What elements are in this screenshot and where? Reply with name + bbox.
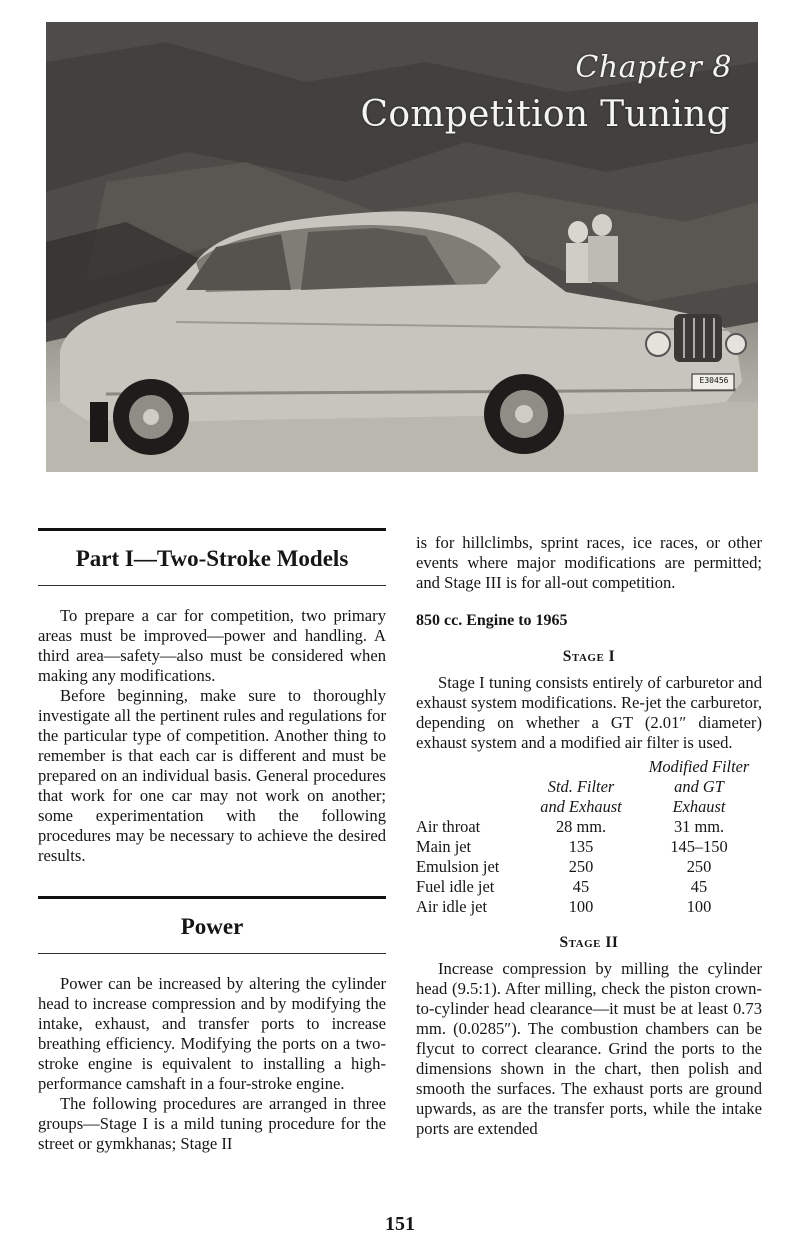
row-label: Main jet [416, 837, 472, 856]
table-row [416, 817, 762, 837]
mod-value: 31 mm. [673, 817, 725, 836]
chapter-number: Chapter 8 [575, 50, 732, 85]
jet-spec-table [416, 757, 762, 917]
power-heading: Power [180, 914, 244, 939]
mod-value: 145–150 [670, 837, 728, 856]
page-number: 151 [385, 1213, 415, 1235]
continued-paragraph: is for hillclimbs, sprint races, ice races, or other events where major modifications are permitted; and Stage III is for all-out competition. [416, 533, 762, 592]
row-label: Air throat [416, 817, 481, 836]
left-column [38, 528, 386, 1154]
table-row [416, 857, 762, 877]
mod-value: 100 [686, 897, 712, 916]
row-label: Emulsion jet [416, 857, 500, 876]
std-value: 45 [572, 877, 590, 896]
right-column [416, 533, 762, 1139]
mod-value: 250 [686, 857, 712, 876]
table-row [416, 897, 762, 917]
intro-paragraph: Before beginning, make sure to thoroughly investigate all the pertinent rules and regulations for the particular type of competition. Another thing to remember is that each car is different and must be prepared on an individual basis. General procedures that work for one car may not work on another; some experimentation with the following procedures may be necessary to achieve the desired results. [38, 686, 386, 865]
power-paragraph: Power can be increased by altering the cylinder head to increase compression and by modifying the intake, exhaust, and transfer ports to increase breathing efficiency. Modifying the ports on a two-stroke engine is equivalent to installing a high-performance camshaft in a four-stroke engine. [38, 974, 386, 1093]
std-value: 135 [568, 837, 594, 856]
table-row [416, 877, 762, 897]
table-row [416, 837, 762, 857]
chapter-photo [46, 22, 758, 472]
column-header: and Exhaust [540, 797, 622, 816]
column-header: and GT [674, 777, 724, 796]
heading-rule [38, 953, 386, 954]
power-paragraph: The following procedures are arranged in three groups—Stage I is a mild tuning procedure for the street or gymkhanas; Stage II [38, 1094, 386, 1153]
stage-paragraph: Increase compression by milling the cylinder head (9.5:1). After milling, check the piston crown-to-cylinder head clearance—it must be at least 0.73 mm. (0.0285″). The combustion chambers can be flycut to correct clearance. Grind the ports to the dimensions shown in the chart, then polish and smooth the surfaces. The exhaust ports are ground upwards, as are the transfer ports, while the intake ports are extended [416, 959, 762, 1138]
std-value: 28 mm. [555, 817, 607, 836]
engine-subheading: 850 cc. Engine to 1965 [416, 612, 568, 629]
column-header: Exhaust [672, 797, 726, 816]
part-heading: Part I—Two-Stroke Models [75, 546, 349, 571]
license-plate-text: E30456 [699, 376, 729, 385]
chapter-title: Competition Tuning [360, 94, 730, 135]
stage-heading: Stage I [562, 648, 616, 665]
car-photo-illustration [46, 22, 758, 472]
std-value: 100 [568, 897, 594, 916]
row-label: Fuel idle jet [416, 877, 495, 896]
std-value: 250 [568, 857, 594, 876]
mod-value: 45 [690, 877, 708, 896]
stage-paragraph: Stage I tuning consists entirely of carburetor and exhaust system modifications. Re-jet the carburetor, depending on whether a GT (2.01″ diameter) exhaust system and a modified air filter is used. [416, 673, 762, 752]
column-header: Modified Filter [648, 757, 750, 776]
row-label: Air idle jet [416, 897, 488, 916]
column-header: Std. Filter [547, 777, 615, 796]
heading-rule [38, 585, 386, 586]
stage-heading: Stage II [559, 934, 619, 951]
intro-paragraph: To prepare a car for competition, two primary areas must be improved—power and handling. A third area—safety—also must be considered when making any modifications. [38, 606, 386, 685]
